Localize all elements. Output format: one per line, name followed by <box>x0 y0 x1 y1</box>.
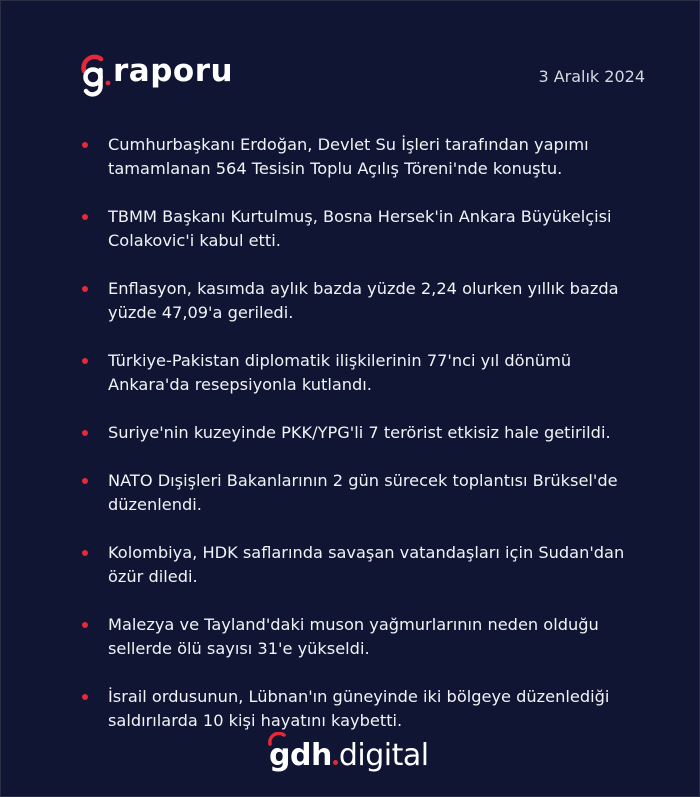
logo-g-mark <box>79 51 111 101</box>
news-item <box>81 613 651 661</box>
news-text: Malezya ve Tayland'daki muson yağmurlarının neden olduğu sellerde ölü sayısı 31'e yükseldi. <box>108 615 599 658</box>
bullet-icon <box>82 286 88 292</box>
bullet-icon <box>82 358 88 364</box>
news-text: TBMM Başkanı Kurtulmuş, Bosna Hersek'in Ankara Büyükelçisi Colakovic'i kabul etti. <box>108 207 612 250</box>
news-item <box>81 685 651 733</box>
footer-brand: gdh <box>269 738 332 773</box>
news-text: Enflasyon, kasımda aylık bazda yüzde 2,24 olurken yıllık bazda yüzde 47,09'a geriledi. <box>108 279 619 322</box>
news-text: İsrail ordusunun, Lübnan'ın güneyinde iki bölgeye düzenlediği saldırılarda 10 kişi hayatını kaybetti. <box>108 687 610 730</box>
logo-g-icon <box>79 51 113 101</box>
news-item <box>81 133 651 181</box>
news-text: Kolombiya, HDK saflarında savaşan vatandaşları için Sudan'dan özür diledi. <box>108 543 625 586</box>
graporu-logo <box>79 51 233 101</box>
bullet-icon <box>82 622 88 628</box>
news-list <box>81 133 651 757</box>
news-item <box>81 421 651 445</box>
bullet-icon <box>82 478 88 484</box>
bullet-icon <box>82 430 88 436</box>
gdh-digital-logo <box>269 738 429 773</box>
news-text: Cumhurbaşkanı Erdoğan, Devlet Su İşleri tarafından yapımı tamamlanan 564 Tesisin Toplu Açılış Töreni'nde konuştu. <box>108 135 589 178</box>
bullet-icon <box>82 550 88 556</box>
bullet-icon <box>82 694 88 700</box>
publish-date: 3 Aralık 2024 <box>538 67 645 86</box>
footer-suffix: digital <box>338 738 429 773</box>
news-text: Suriye'nin kuzeyinde PKK/YPG'li 7 terörist etkisiz hale getirildi. <box>108 423 611 442</box>
logo-wordmark: raporu <box>113 53 234 89</box>
news-item <box>81 205 651 253</box>
news-item <box>81 277 651 325</box>
footer-dot-icon <box>333 760 338 765</box>
news-item <box>81 349 651 397</box>
news-text: NATO Dışişleri Bakanlarının 2 gün sürecek toplantısı Brüksel'de düzenlendi. <box>108 471 618 514</box>
news-item <box>81 541 651 589</box>
bullet-icon <box>82 214 88 220</box>
news-item <box>81 469 651 517</box>
bullet-icon <box>82 142 88 148</box>
news-text: Türkiye-Pakistan diplomatik ilişkilerinin 77'nci yıl dönümü Ankara'da resepsiyonla kutlandı. <box>108 351 572 394</box>
